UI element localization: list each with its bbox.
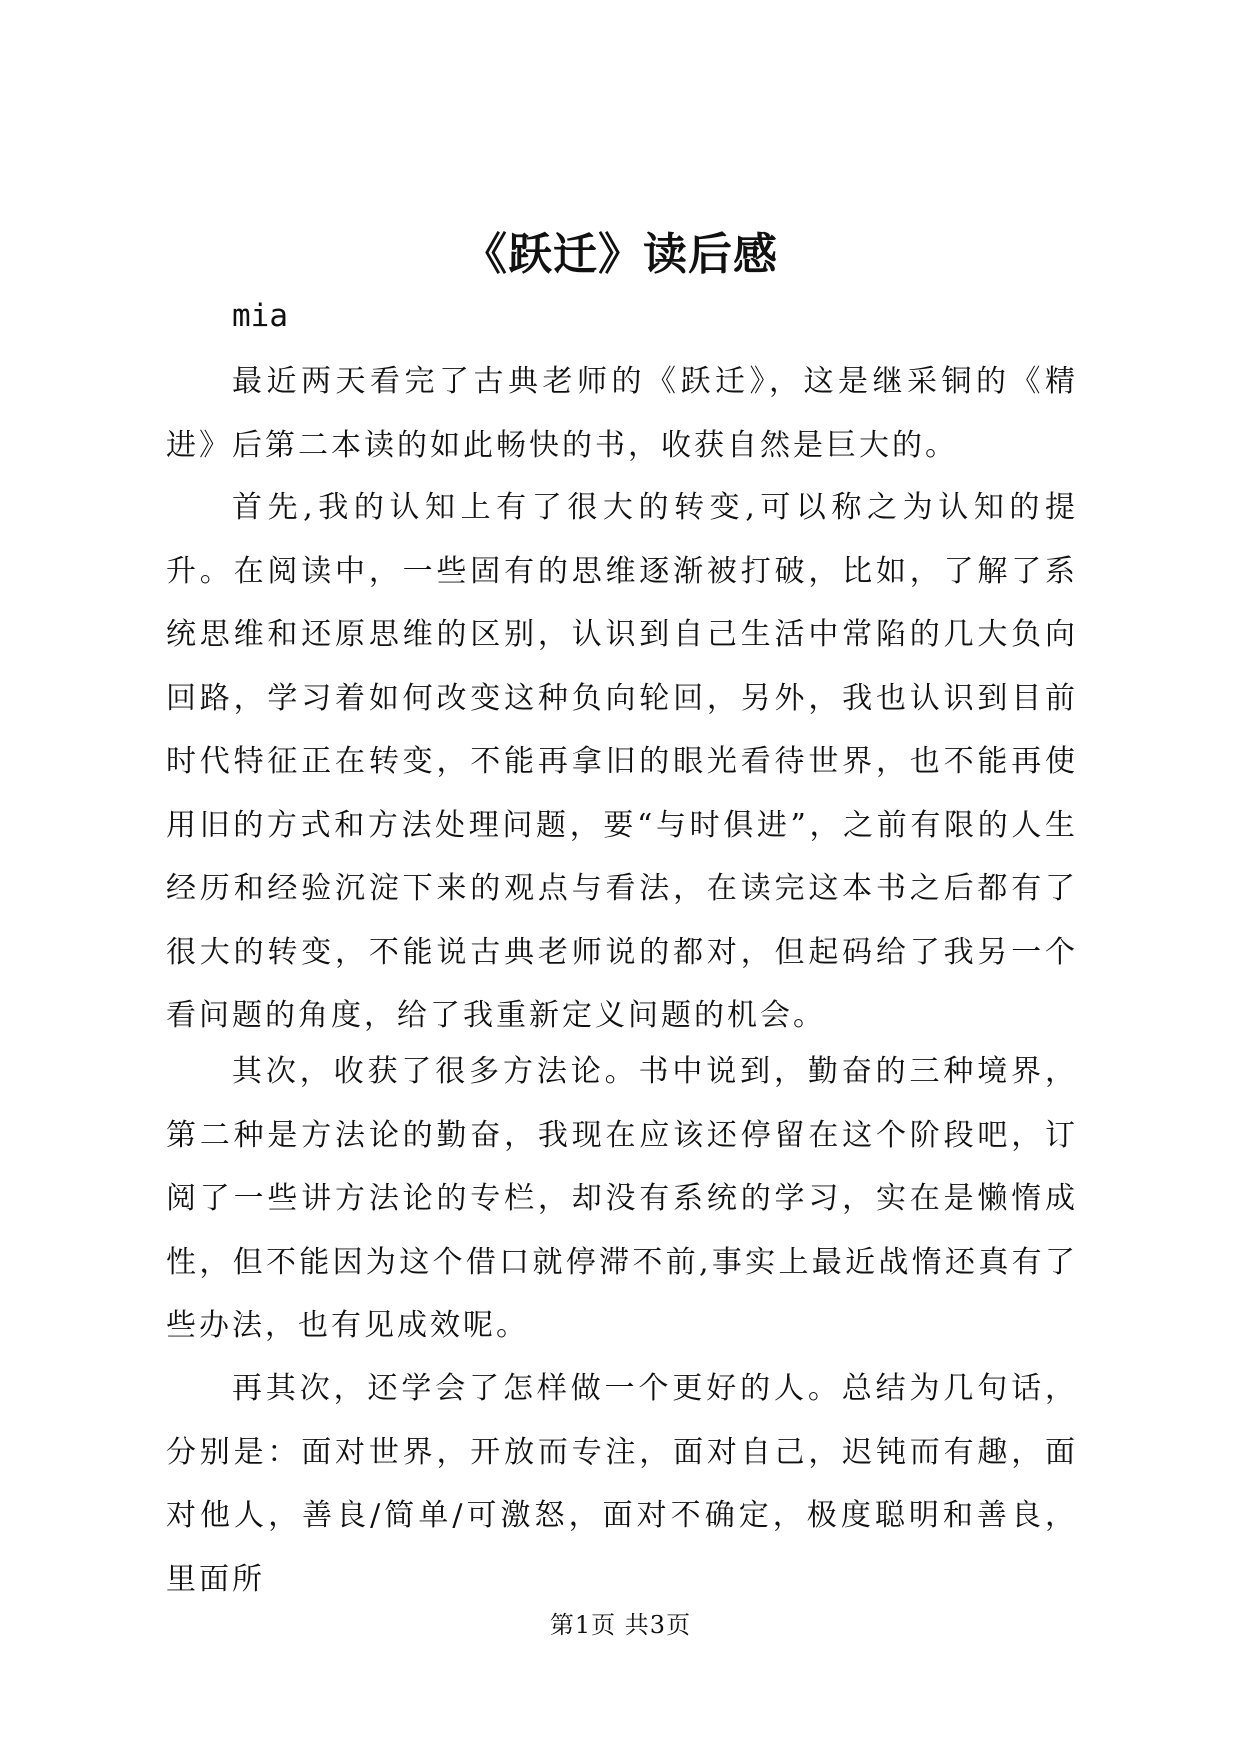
paragraph-2-block [166,476,1078,1048]
page-footer: 第1页 共3页 [549,1611,692,1639]
paragraph: 首先,我的认知上有了很大的转变,可以称之为认知的提升。在阅读中，一些固有的思维逐渐被打破，比如，了解了系统思维和还原思维的区别，认识到自己生活中常陷的几大负向回路，学习着如何改变这种负向轮回，另外，我也认识到目前时代特征正在转变，不能再拿旧的眼光看待世界，也不能再使用旧的方式和方法处理问题，要“与时俱进”，之前有限的人生经历和经验沉淀下来的观点与看法，在读完这本书之后都有了很大的转变，不能说古典老师说的都对，但起码给了我另一个看问题的角度，给了我重新定义问题的机会。 [166,490,1078,1033]
author-name: mia [232,298,288,334]
paragraph-3-block [166,1040,1078,1358]
paragraph: 再其次，还学会了怎样做一个更好的人。总结为几句话，分别是：面对世界，开放而专注，面对自己，迟钝而有趣，面对他人，善良/简单/可激怒，面对不确定，极度聪明和善良，里面所 [166,1371,1078,1597]
document-title: 《跃迁》读后感 [463,229,778,280]
paragraph: 最近两天看完了古典老师的《跃迁》，这是继采铜的《精进》后第二本读的如此畅快的书，收获自然是巨大的。 [166,364,1078,463]
paragraph-4-block [166,1357,1078,1611]
paragraph: 其次，收获了很多方法论。书中说到，勤奋的三种境界，第二种是方法论的勤奋，我现在应该还停留在这个阶段吧，订阅了一些讲方法论的专栏，却没有系统的学习，实在是懒惰成性，但不能因为这个借口就停滞不前,事实上最近战惰还真有了些办法，也有见成效呢。 [166,1054,1078,1343]
paragraph-1-block [166,350,1078,477]
